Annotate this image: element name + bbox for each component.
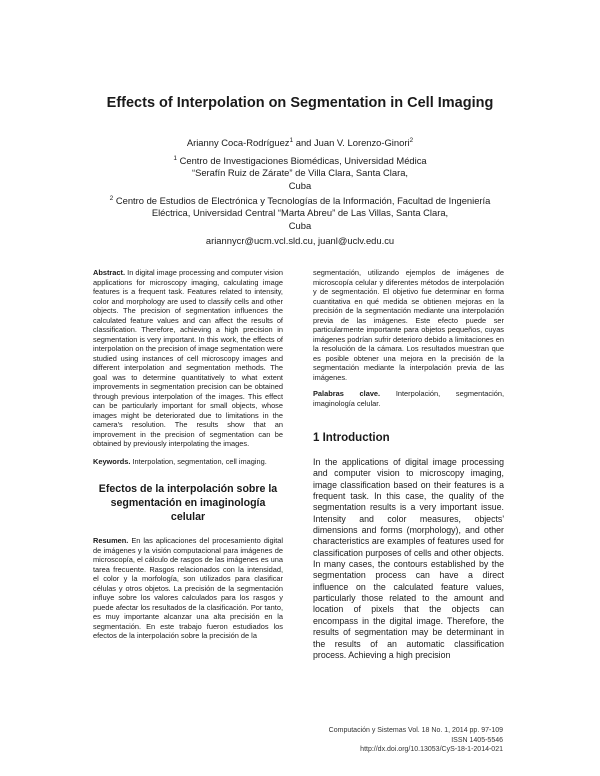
- page-footer: [329, 726, 503, 755]
- palabras-label: Palabras clave.: [313, 389, 381, 398]
- author-name: Arianny Coca-Rodríguez: [186, 137, 290, 149]
- affiliation-line: Centro de Investigaciones Biomédicas, Universidad Médica: [179, 155, 427, 167]
- abstract-text: In digital image processing and computer vision applications for microscopy imaging, calculating image features is a frequent task. Features related to intensity, color and morphology are used to classify cells and other objects. The precision of segmentation influences the calculated feature values and can affect the results of classification. Therefore, achieving a high precision in segmentation is very important. In this work, the effects of interpolation on the precision of image segmentation were studied using instances of cell microscopy images and different interpolation and segmentation methods. The goal was to determine quantitatively to what extent improvements in segmentation precision can be obtained through previous interpolation of the images. This effect can be particularly important for small objects, whose images might be deteriorated due to limitations in the camera's resolution. The results show that an improvement in the precision of segmentation can be obtained by previously interpolating the images.: [93, 268, 283, 448]
- author-separator: and: [293, 137, 314, 149]
- introduction-text: In the applications of digital image processing and computer vision to microscopy imaging, image classification based on their features is a frequent task. In this case, the quality of the segmentation results is a very important issue. Intensity and color measures, objects' dimensions and forms (morphology), and other characteristics are examples of features used for classification purposes of cells and other objects. In many cases, the contours established by the segmentation process can have a direct influence on the calculated feature values, particularly those related to the amount and location of pixels that the objects can encompass in the digital image. Therefore, the results of segmentation may be determinant in the results of an automatic classification process. Achieving a high precision: [313, 457, 504, 660]
- issn: ISSN 1405-5546: [451, 736, 503, 744]
- palabras-text: Interpolación, segmentación, imaginología celular.: [313, 389, 504, 408]
- spanish-title: [93, 482, 283, 524]
- keywords: [93, 457, 283, 467]
- affiliation-number: 2: [109, 195, 114, 202]
- affiliation-line: “Serafín Ruiz de Zárate” de Villa Clara, Santa Clara,: [191, 167, 409, 179]
- affiliation-1: [0, 153, 600, 192]
- right-column: [313, 268, 504, 661]
- affiliation-marker: 1: [289, 137, 294, 144]
- introduction-heading: 1 Introduction: [313, 432, 390, 444]
- keywords-text: Interpolation, segmentation, cell imaging.: [132, 456, 267, 466]
- keywords-label: Keywords.: [93, 456, 131, 466]
- resumen-text-left: En las aplicaciones del procesamiento digital de imágenes y la visión computacional para imágenes de microscopía, el cálculo de rasgos de las imágenes es una tarea frecuente. Rasgos relacionados con la intensidad, el color y la morfología, son utilizados para clasificar células y otros objetos. La precisión de la segmentación influye sobre los valores calculados para los rasgos y puede afectar los resultados de la clasificación. Por tanto, es muy importante alcanzar una alta precisión en la segmentación. En este trabajo fueron estudiados los efectos de la interpolación sobre la precisión de la: [93, 536, 283, 640]
- affiliation-line: Cuba: [288, 219, 312, 231]
- author-name: Juan V. Lorenzo-Ginori: [313, 137, 410, 149]
- spanish-title-line: segmentación en imaginología celular: [110, 497, 266, 523]
- resumen-continued: segmentación, utilizando ejemplos de imágenes de microscopía celular y diferentes métodos de interpolación y de segmentación. El objetivo fue determinar en forma cuantitativa en qué medida se obtienen mejoras en la precisión de la segmentación mediante una interpolación previa de las imágenes. Este efecto puede ser particularmente importante para objetos pequeños, cuyas imágenes podrían sufrir deterioro debido a limitaciones en la resolución de la cámara. Los resultados muestran que es posible obtener una mejora en la precisión de la segmentación mediante la interpolación previa de las imágenes.: [313, 268, 504, 382]
- doi-link: http://dx.doi.org/10.13053/CyS-18-1-2014-021: [360, 746, 503, 754]
- journal-citation: Computación y Sistemas Vol. 18 No. 1, 2014 pp. 97-109: [328, 727, 503, 734]
- author-emails: ariannycr@ucm.vcl.sld.cu, juanl@uclv.edu.cu: [205, 235, 395, 246]
- abstract-label: Abstract.: [93, 268, 126, 277]
- affiliation-marker: 2: [409, 137, 414, 144]
- spanish-title-line: Efectos de la interpolación sobre la: [98, 483, 278, 495]
- left-column: [93, 268, 283, 641]
- paper-title: Effects of Interpolation on Segmentation in Cell Imaging: [106, 95, 494, 111]
- affiliation-2: [0, 193, 600, 232]
- palabras-clave: [313, 389, 504, 408]
- affiliation-line: Centro de Estudios de Electrónica y Tecnologías de la Información, Facultad de Ingeniería: [115, 195, 491, 207]
- affiliation-number: 1: [173, 155, 177, 162]
- author-line: [0, 137, 600, 148]
- abstract: [93, 268, 283, 449]
- resumen: [93, 536, 283, 641]
- resumen-label: Resumen.: [93, 536, 129, 545]
- affiliation-line: Cuba: [288, 179, 312, 191]
- affiliation-line: Eléctrica, Universidad Central “Marta Abreu” de Las Villas, Santa Clara,: [151, 207, 449, 219]
